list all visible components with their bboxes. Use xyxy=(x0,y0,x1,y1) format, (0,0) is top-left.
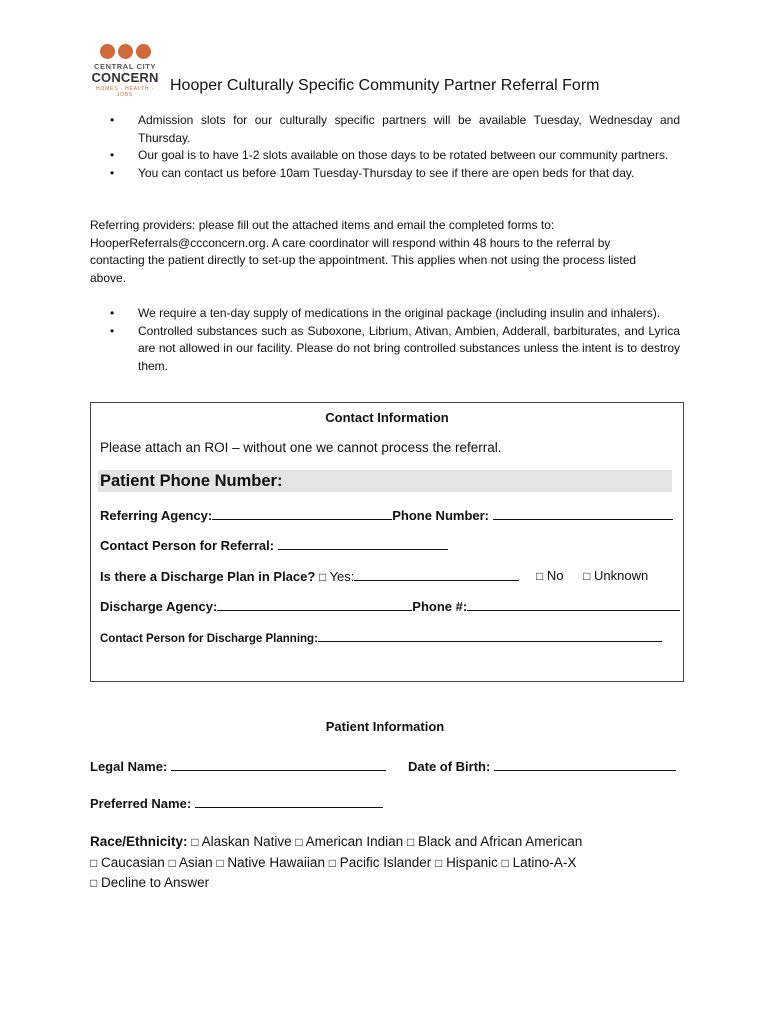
medication-bullet: • We require a ten-day supply of medications in the original package (including insulin and inhalers). xyxy=(110,305,680,323)
patient-heading: Patient Information xyxy=(325,719,445,734)
heart-icon xyxy=(118,44,133,59)
contact-person-field[interactable] xyxy=(278,537,448,550)
phone-number-label: Phone Number: xyxy=(392,508,490,523)
referring-instructions: Referring providers: please fill out the attached items and email the completed forms to: HooperReferrals@ccconcern.org. A care coordinator will respond within 48 hours to the referral by contacting the patient directly to set-up the appointment. This applies when not using the process listed above. xyxy=(90,218,637,285)
logo-tagline: HOMES · HEALTH · JOBS xyxy=(96,86,154,98)
race-option: Latino-A-X xyxy=(512,854,577,870)
race-ethnicity-section xyxy=(90,832,582,894)
discharge-contact-field[interactable] xyxy=(318,629,662,642)
dob-label: Date of Birth: xyxy=(408,759,491,774)
checkbox[interactable]: □ xyxy=(216,855,224,870)
intro-bullets xyxy=(110,112,680,182)
jobs-icon xyxy=(136,44,151,59)
patient-phone-label: Patient Phone Number: xyxy=(100,472,283,490)
discharge-agency-label: Discharge Agency: xyxy=(100,599,218,614)
yes-label: Yes: xyxy=(329,569,355,584)
phone-number-field[interactable] xyxy=(493,507,673,520)
checkbox[interactable]: □ xyxy=(328,855,336,870)
yes-checkbox[interactable]: □ xyxy=(318,570,327,584)
legal-name-row xyxy=(90,758,386,774)
discharge-contact-row xyxy=(100,629,662,645)
race-option: American Indian xyxy=(305,834,404,849)
logo-line-2: CONCERN xyxy=(91,70,159,85)
legal-name-field[interactable] xyxy=(171,758,386,771)
contact-person-label: Contact Person for Referral: xyxy=(100,538,275,553)
checkbox[interactable]: □ xyxy=(435,855,443,870)
race-option: Black and African American xyxy=(417,834,583,849)
no-label: No xyxy=(546,568,564,583)
referring-agency-field[interactable] xyxy=(212,507,392,520)
discharge-plan-options xyxy=(536,568,648,583)
intro-bullet: • Admission slots for our culturally specific partners will be available Tuesday, Wednesday and Thursday. xyxy=(110,112,680,147)
phone-hash-label: Phone #: xyxy=(412,599,468,614)
contact-person-row xyxy=(100,537,448,553)
checkbox[interactable]: □ xyxy=(406,835,415,849)
checkbox[interactable]: □ xyxy=(90,876,98,890)
discharge-agency-field[interactable] xyxy=(217,598,412,611)
discharge-plan-yes-field[interactable] xyxy=(354,568,519,581)
discharge-contact-label: Contact Person for Discharge Planning: xyxy=(100,633,318,645)
home-icon xyxy=(100,44,115,59)
race-option: Caucasian xyxy=(101,854,165,870)
logo-line-1: CENTRAL CITY xyxy=(93,62,157,71)
checkbox[interactable]: □ xyxy=(191,835,199,849)
race-option: Hispanic xyxy=(446,854,498,870)
legal-name-label: Legal Name: xyxy=(90,759,168,774)
medication-bullet: • Controlled substances such as Suboxone, Librium, Ativan, Ambien, Adderall, barbiturates, and Lyrica are not allowed in our facility. Please do not bring controlled substances unless the intent is to destroy them. xyxy=(110,323,680,376)
discharge-agency-row xyxy=(100,598,680,614)
discharge-plan-label: Is there a Discharge Plan in Place? xyxy=(100,569,316,584)
checkbox[interactable]: □ xyxy=(501,855,509,870)
roi-note: Please attach an ROI – without one we cannot process the referral. xyxy=(100,440,502,455)
medication-bullets xyxy=(110,305,680,375)
race-option: Pacific Islander xyxy=(339,854,432,870)
race-option: Native Hawaiian xyxy=(227,854,325,870)
discharge-phone-field[interactable] xyxy=(467,598,680,611)
referring-agency-row xyxy=(100,507,673,523)
intro-bullet: • Our goal is to have 1-2 slots available on those days to be rotated between our community partners. xyxy=(110,147,680,165)
preferred-name-field[interactable] xyxy=(195,795,383,808)
discharge-plan-row xyxy=(100,568,519,584)
race-option: Asian xyxy=(178,854,213,870)
race-option: Decline to Answer xyxy=(101,875,210,890)
checkbox[interactable]: □ xyxy=(90,855,98,870)
race-label: Race/Ethnicity: xyxy=(90,834,188,849)
preferred-name-label: Preferred Name: xyxy=(90,796,192,811)
checkbox[interactable]: □ xyxy=(295,835,303,849)
unknown-checkbox[interactable]: □ xyxy=(583,569,591,583)
page-title: Hooper Culturally Specific Community Partner Referral Form xyxy=(170,77,600,94)
referring-agency-label: Referring Agency: xyxy=(100,508,213,523)
checkbox[interactable]: □ xyxy=(168,855,176,870)
organization-logo xyxy=(90,44,160,100)
race-option: Alaskan Native xyxy=(201,834,292,849)
intro-bullet: • You can contact us before 10am Tuesday-Thursday to see if there are open beds for that day. xyxy=(110,165,680,183)
no-checkbox[interactable]: □ xyxy=(536,569,544,583)
unknown-label: Unknown xyxy=(594,568,649,583)
dob-field[interactable] xyxy=(494,758,676,771)
contact-heading: Contact Information xyxy=(325,410,449,425)
dob-row xyxy=(408,758,676,774)
preferred-name-row xyxy=(90,795,383,811)
